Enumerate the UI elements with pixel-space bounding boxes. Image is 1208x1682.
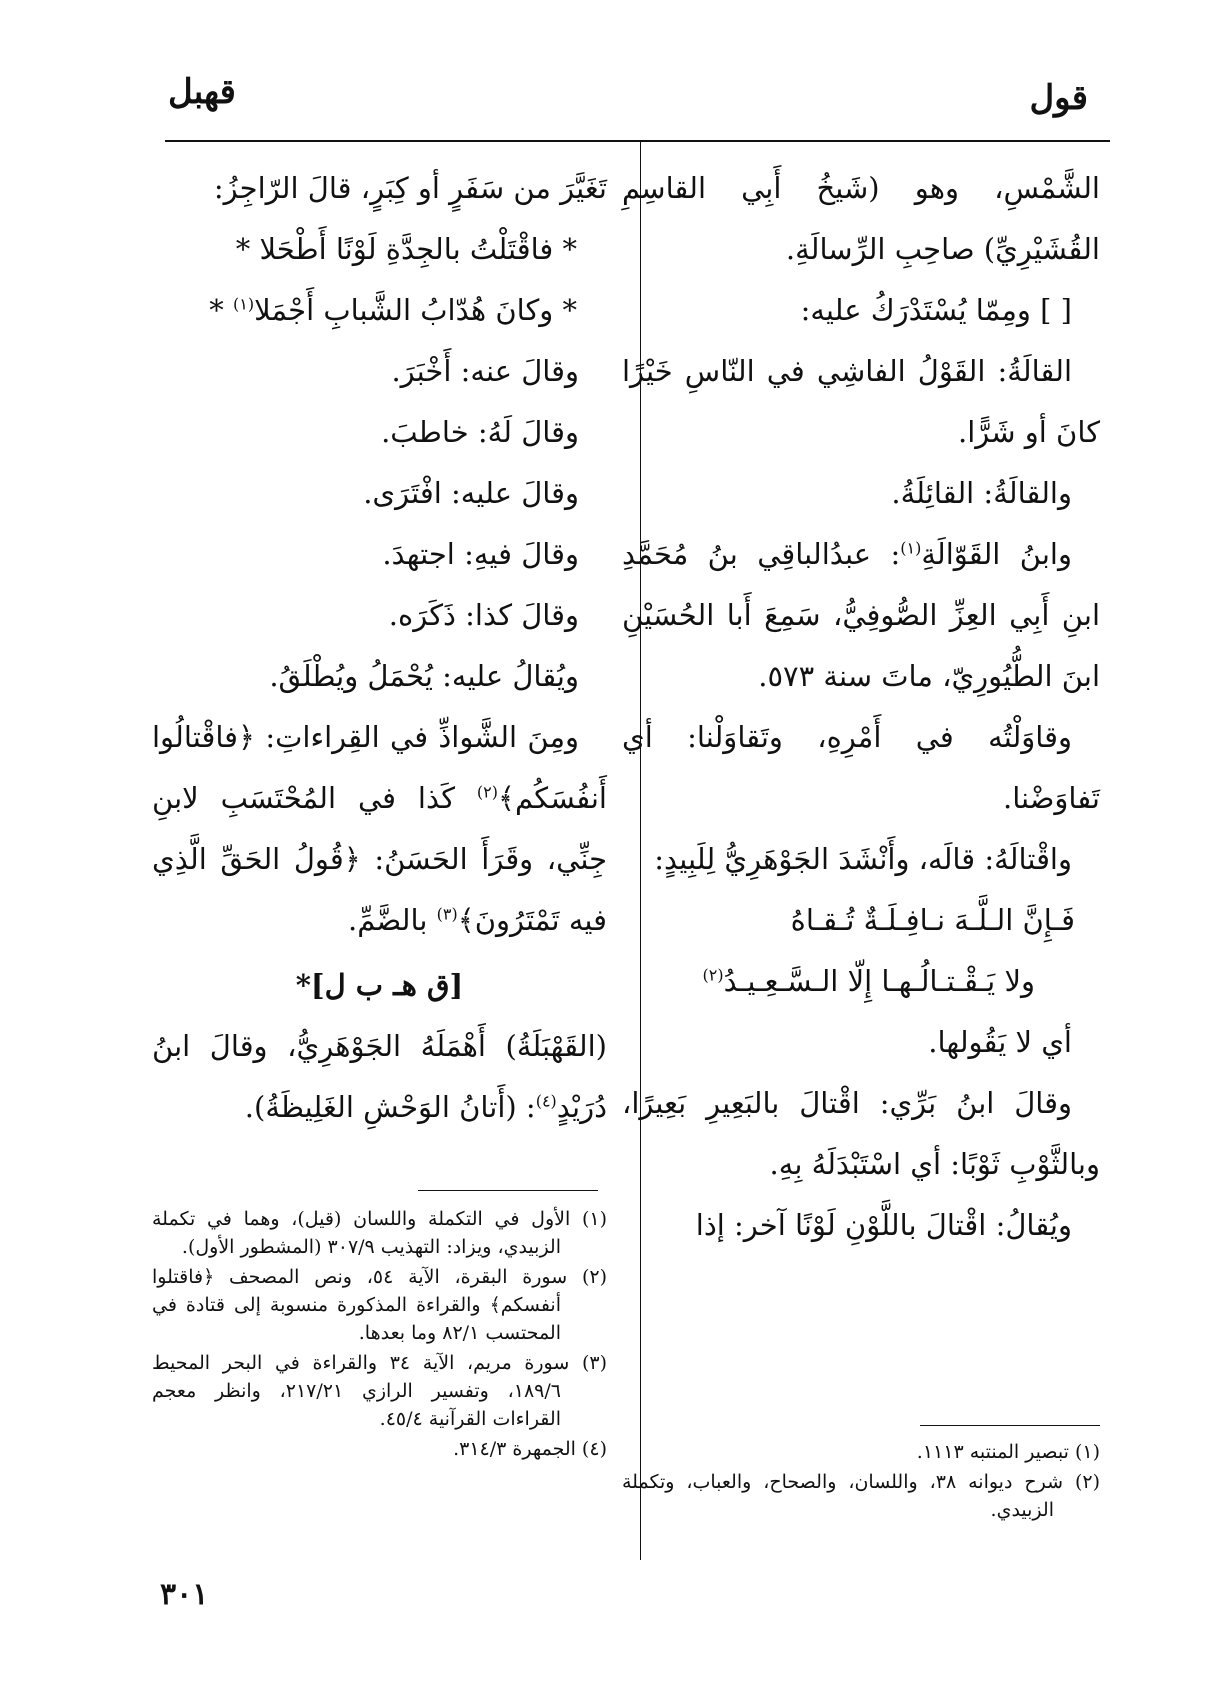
footnote: (١) الأول في التكملة واللسان (قيل)، وهما في تكملة الزبيدي، ويزاد: التهذيب ٣٠٧/٩ (المشطور الأول). bbox=[152, 1208, 607, 1258]
text-run: كَذا في المُحْتَسَبِ لابنِ جِنِّي، وقَرَأَ الحَسَنُ: ﴿قُولُ الحَقِّ الَّذِي فيه تَمْتَرُونَ﴾ bbox=[152, 781, 607, 937]
text-run: وابنُ القَوّالَةِ bbox=[921, 537, 1072, 571]
footnote: (٢) شرح ديوانه ٣٨، واللسان، والصحاح، والعباب، وتكملة الزبيدي. bbox=[622, 1471, 1100, 1521]
verse-line bbox=[152, 280, 607, 341]
footnote: (١) تبصير المنتبه ١١١٣. bbox=[916, 1441, 1100, 1463]
footnote-ref: (٣) bbox=[436, 904, 458, 924]
footnote-rule bbox=[418, 1190, 598, 1191]
paragraph: وقاوَلْتُه في أَمْرِهِ، وتَقاوَلْنا: أي تَفاوَضْنا. bbox=[622, 720, 1100, 815]
entry-heading: [ق هـ ب ل]* bbox=[295, 968, 464, 1002]
left-column bbox=[152, 158, 607, 1138]
verse-line bbox=[622, 951, 1100, 1012]
footnotes-left bbox=[152, 1205, 607, 1465]
paragraph: تَغَيَّرَ من سَفَرٍ أو كِبَرٍ، قالَ الرّاجِزُ: bbox=[213, 171, 607, 205]
text-run: (القَهْبَلَةُ) أَهْمَلَهُ الجَوْهَرِيُّ، وقالَ ابنُ دُرَيْدٍ bbox=[152, 1029, 607, 1124]
paragraph: وقالَ ابنُ بَرِّي: اقْتالَ بالبَعِيرِ بَعِيرًا، وبالثَّوْبِ ثَوْبًا: أي اسْتَبْدَلَهُ بِهِ. bbox=[622, 1086, 1100, 1181]
verse-line: فَـإِنَّ الـلَّـهَ نـافِـلَـةٌ تُـقـاهُ bbox=[790, 903, 1075, 937]
footnotes-right bbox=[622, 1438, 1100, 1526]
text-run: : (أَتانُ الوَحْشِ الغَلِيظَةُ). bbox=[244, 1090, 536, 1124]
paragraph: [ ] ومِمّا يُسْتَدْرَكُ عليه: bbox=[800, 293, 1072, 327]
text-run: : عبدُالباقِي بنُ مُحَمَّدِ ابنِ أَبِي العِزِّ الصُّوفِيُّ، سَمِعَ أَبا الحُسَيْنِ ابنَ الطُّيُورِيّ، ماتَ سنة ٥٧٣. bbox=[622, 537, 1100, 693]
text-run: ومِنَ الشَّواذِّ في القِراءاتِ: ﴿فاقْتالُوا أَنفُسَكُم﴾ bbox=[152, 720, 607, 815]
paragraph bbox=[152, 1016, 607, 1138]
footnote-ref: (٢) bbox=[702, 965, 724, 985]
paragraph: وقالَ فيهِ: اجتهدَ. bbox=[382, 537, 579, 571]
text-run: ولا يَـقْـتـالُـهـا إِلّا الـسَّـعِـيـدُ bbox=[723, 964, 1035, 998]
footnote: (٢) سورة البقرة، الآية ٥٤، ونص المصحف ﴿فاقتلوا أنفسكم﴾ والقراءة المذكورة منسوبة إلى قتادة في المحتسب ٨٢/١ وما بعدها. bbox=[152, 1266, 607, 1344]
paragraph: القالَةُ: القَوْلُ الفاشِي في النّاسِ خَيْرًا كانَ أو شَرًّا. bbox=[622, 354, 1100, 449]
paragraph: والقالَةُ: القائِلَةُ. bbox=[891, 476, 1072, 510]
right-column bbox=[622, 158, 1100, 1256]
text-run: بالضَّمِّ. bbox=[348, 903, 437, 937]
footnote-ref: (١) bbox=[233, 294, 255, 314]
paragraph: وقالَ لَهُ: خاطبَ. bbox=[381, 415, 579, 449]
text-run: * bbox=[209, 293, 233, 327]
paragraph: واقْتالَهُ: قالَه، وأَنْشَدَ الجَوْهَرِيُّ لِلَبِيدٍ: bbox=[654, 842, 1072, 876]
verse-line: * فاقْتَلْتُ بالجِدَّةِ لَوْنًا أَطْحَلا * bbox=[235, 232, 577, 266]
paragraph: وقالَ كذا: ذَكَرَه. bbox=[388, 598, 579, 632]
paragraph: الشَّمْسِ، وهو (شَيخُ أَبِي القاسِمِ القُشَيْرِيِّ) صاحِبِ الرِّسالَةِ. bbox=[622, 171, 1100, 266]
footnote-rule bbox=[920, 1425, 1100, 1426]
footnote-ref: (١) bbox=[900, 538, 922, 558]
paragraph: وقالَ عليه: افْتَرَى. bbox=[363, 476, 579, 510]
header-rule bbox=[165, 140, 1110, 142]
paragraph: ويُقالُ عليه: يُحْمَلُ ويُطْلَقُ. bbox=[269, 659, 579, 693]
paragraph: ويُقالُ: اقْتالَ باللَّوْنِ لَوْنًا آخر: إذا bbox=[695, 1208, 1072, 1242]
paragraph bbox=[622, 524, 1100, 707]
text-run: * وكانَ هُدّابُ الشَّبابِ أَجْمَلا bbox=[254, 293, 577, 327]
paragraph: وقالَ عنه: أَخْبَرَ. bbox=[391, 354, 579, 388]
footnote: (٣) سورة مريم، الآية ٣٤ والقراءة في البحر المحيط ١٨٩/٦، وتفسير الرازي ٢١٧/٢١، وانظر معجم القراءات القرآنية ٤٥/٤. bbox=[152, 1352, 607, 1430]
running-header-left: قهبل bbox=[168, 72, 236, 112]
paragraph: أي لا يَقُولها. bbox=[928, 1025, 1072, 1059]
footnote: (٤) الجمهرة ٣١٤/٣. bbox=[453, 1438, 607, 1460]
running-header-right: قول bbox=[1029, 78, 1088, 118]
footnote-ref: (٤) bbox=[535, 1091, 557, 1111]
page-number: ٣٠١ bbox=[160, 1577, 209, 1612]
paragraph bbox=[152, 707, 607, 951]
footnote-ref: (٢) bbox=[476, 782, 499, 802]
